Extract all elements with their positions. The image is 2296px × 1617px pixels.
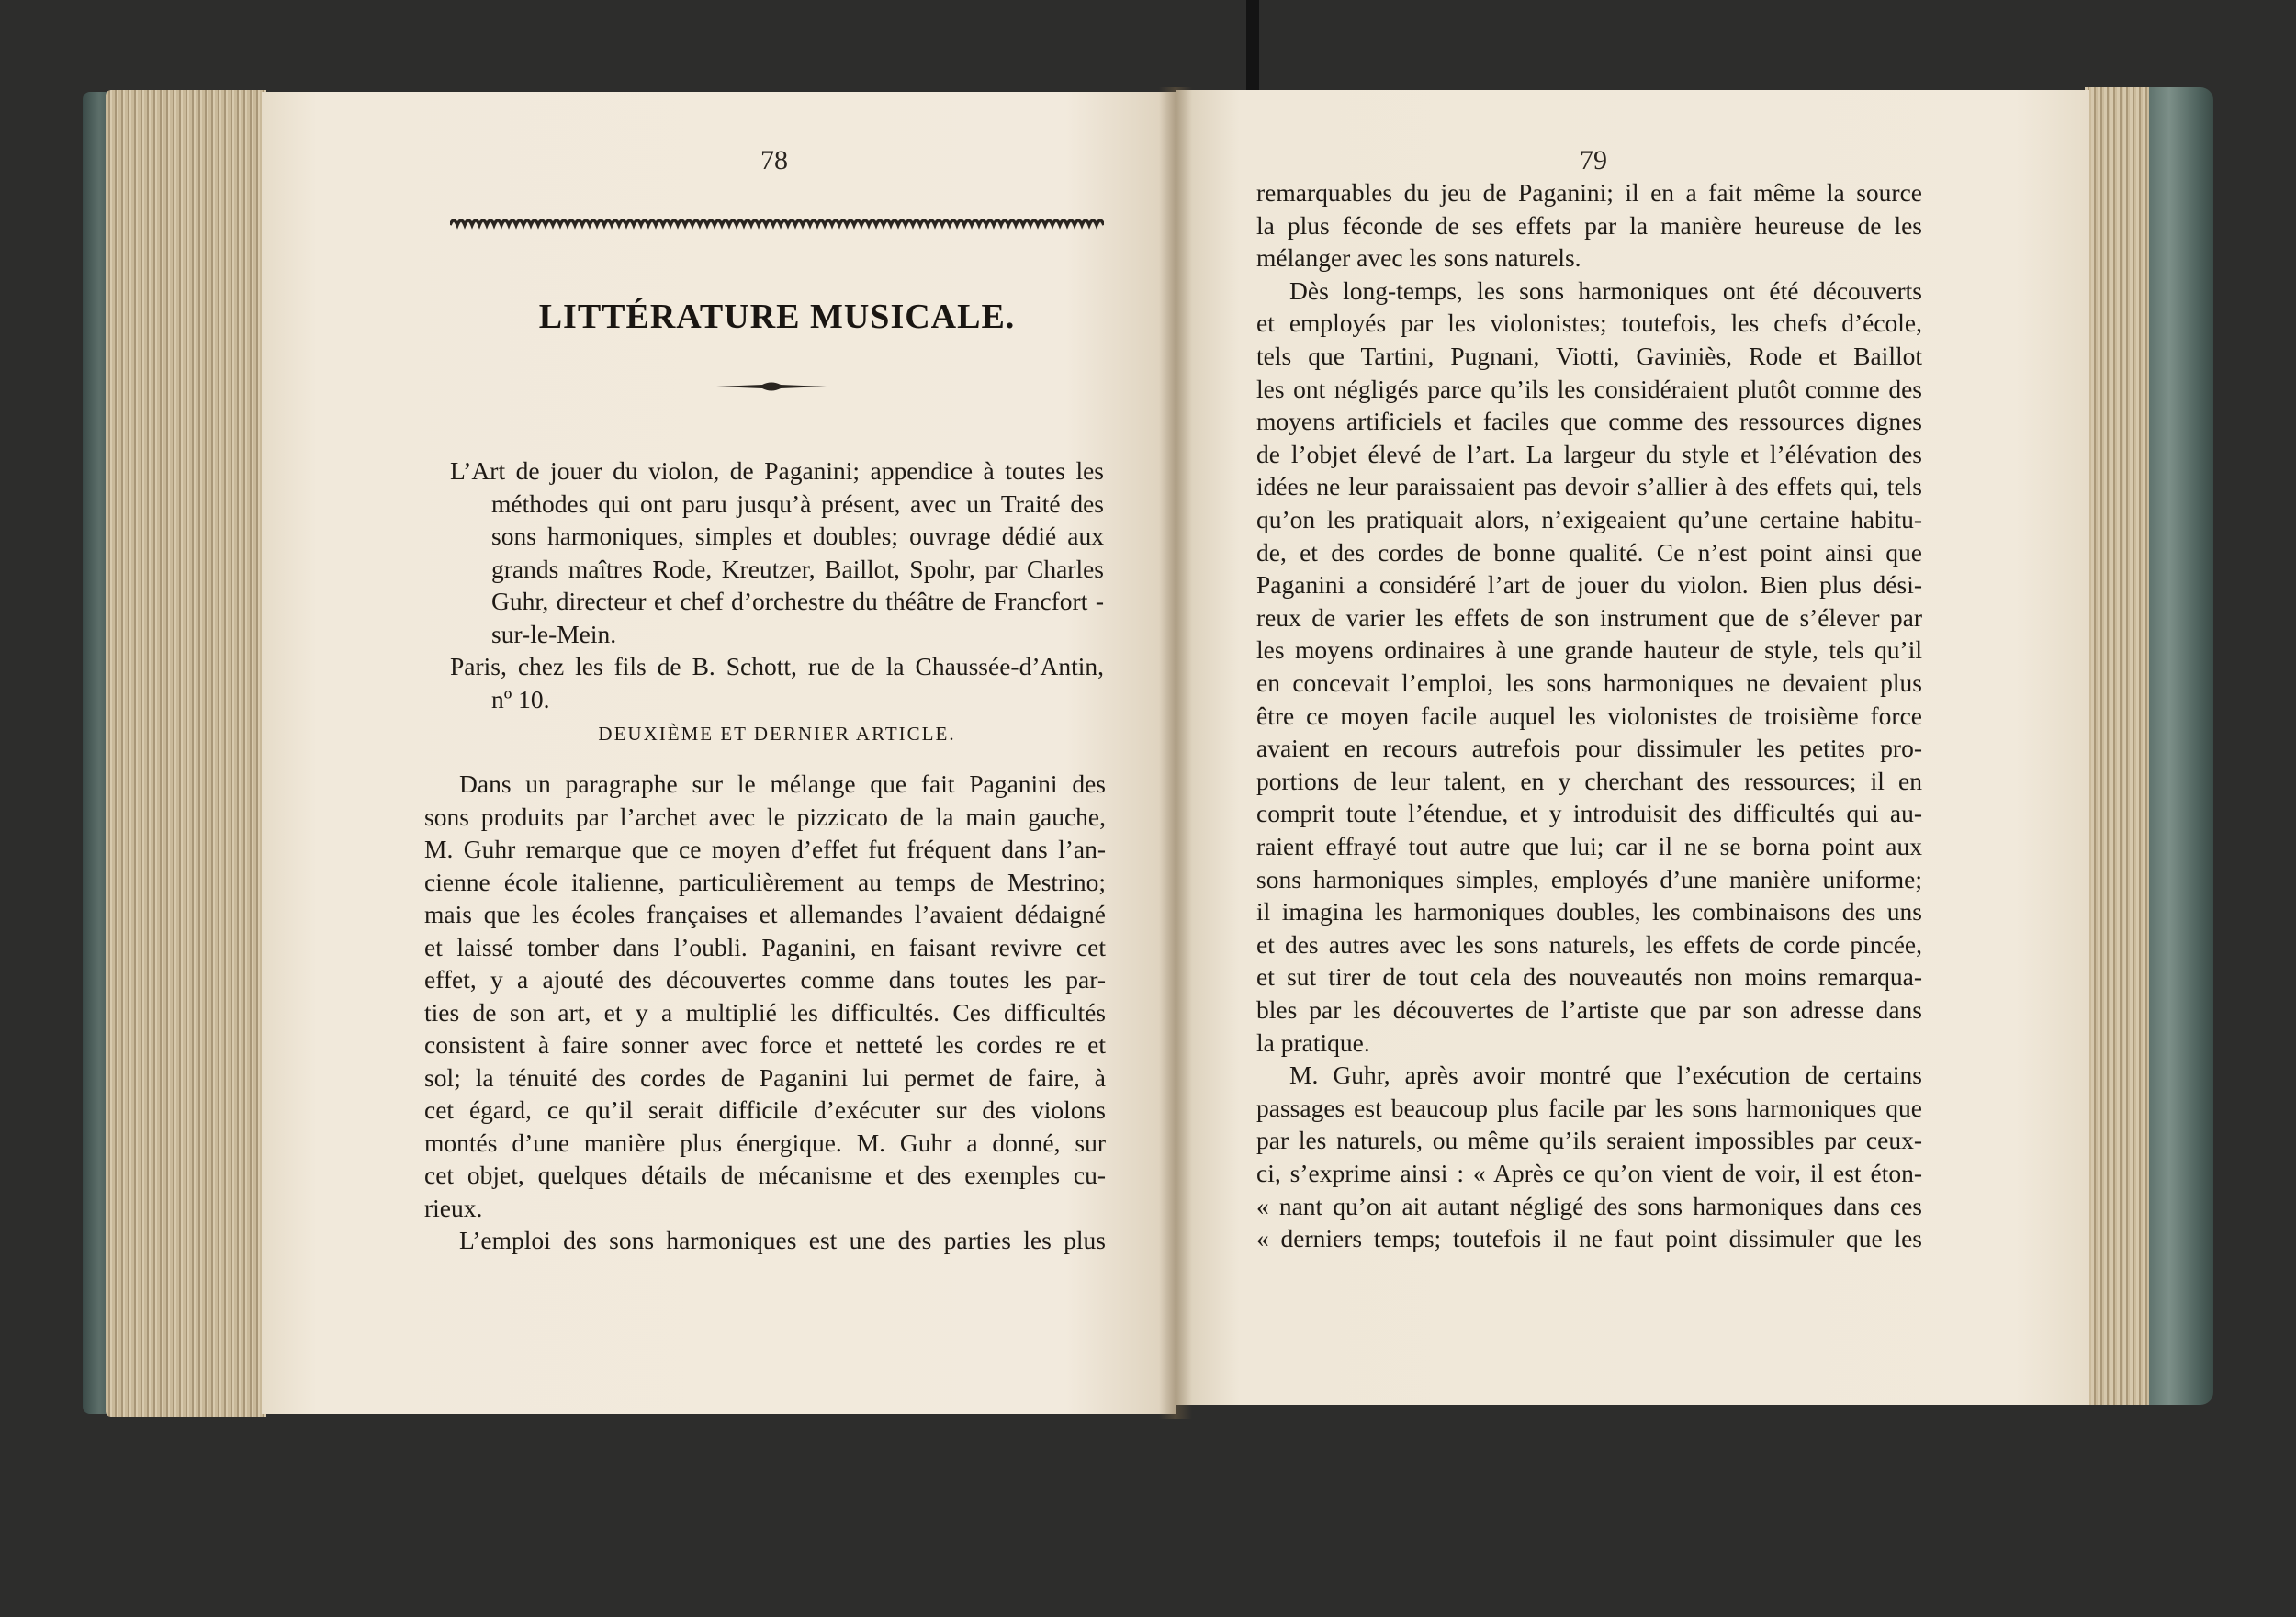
right-body-line: portions de leur talent, en y cherchant des ressources; il en (1256, 766, 1922, 795)
right-body-line: la pratique. (1256, 1027, 1370, 1057)
left-body-line: sol; la ténuité des cordes de Paganini lui permet de faire, à (424, 1062, 1106, 1092)
left-body-line: cet objet, quelques détails de mécanisme et des exemples cu- (424, 1161, 1106, 1189)
right-body-line: tels que Tartini, Pugnani, Viotti, Gaviniès, Rode et Baillot (1256, 342, 1922, 370)
page-title: LITTÉRATURE MUSICALE. (538, 298, 1016, 336)
left-body-line: sons produits par l’archet avec le pizzicato de la main gauche, (424, 802, 1106, 831)
right-body-line: remarquables du jeu de Paganini; il en a fait même la source (1256, 178, 1922, 207)
right-body-line: idées ne leur paraissaient pas devoir s’allier à des effets qui, tels (1256, 472, 1922, 501)
right-body-line: la plus féconde de ses effets par la manière heureuse de les (1256, 210, 1922, 240)
right-body-line: en concevait l’emploi, les sons harmoniques ne devaient plus (1256, 668, 1922, 697)
right-body-line: Dès long-temps, les sons harmoniques ont été découverts (1289, 275, 1922, 305)
right-body-line: avaient en recours autrefois pour dissimuler les petites pro- (1256, 734, 1922, 763)
citation-line: grands maîtres Rode, Kreutzer, Baillot, Spohr, par Charles (491, 554, 1104, 583)
left-body-line: M. Guhr remarque que ce moyen d’effet fut fréquent dans l’an- (424, 835, 1106, 863)
right-body-line: ci, s’exprime ainsi : « Après ce qu’on vient de voir, il est éton- (1256, 1159, 1922, 1187)
right-body-line: les ont négligés parce qu’ils les considéraient plutôt comme des (1256, 374, 1922, 403)
right-body-line: moyens artificiels et faciles que comme des ressources dignes (1256, 407, 1922, 436)
page-edges-right (2085, 87, 2149, 1405)
right-body-line: mélanger avec les sons naturels. (1256, 243, 1581, 273)
right-body-line: et sut tirer de tout cela des nouveautés non moins remarqua- (1256, 962, 1922, 992)
left-body-line: consistent à faire sonner avec force et netteté les cordes re et (424, 1030, 1106, 1059)
left-body-line: rieux. (424, 1193, 483, 1222)
right-body-line: « nant qu’on ait autant négligé des sons harmoniques dans ces (1256, 1191, 1922, 1220)
left-body-line: effet, y a ajouté des découvertes comme dans toutes les par- (424, 965, 1106, 994)
right-body-line: par les naturels, ou même qu’ils seraient impossibles par ceux- (1256, 1126, 1922, 1155)
right-body-line: « derniers temps; toutefois il ne faut point dissimuler que les (1256, 1224, 1922, 1253)
right-body-line: de l’objet élevé de l’art. La largeur du style et l’élévation des (1256, 439, 1922, 468)
left-body-line: mais que les écoles françaises et allemandes l’avaient dédaigné (424, 900, 1106, 928)
page-edges-left (106, 90, 266, 1417)
right-body-line: Paganini a considéré l’art de jouer du violon. Bien plus dési- (1256, 570, 1922, 600)
citation-line: L’Art de jouer du violon, de Paganini; appendice à toutes les (450, 456, 1104, 485)
right-body-line: il imagina les harmoniques doubles, les combinaisons des uns (1256, 897, 1922, 926)
left-body-line: ties de son art, et y a multiplié les difficultés. Ces difficultés (424, 997, 1106, 1027)
left-page-number: 78 (760, 145, 788, 175)
left-body-line: Dans un paragraphe sur le mélange que fait Paganini des (459, 769, 1106, 798)
right-body-line: bles par les découvertes de l’artiste que par son adresse dans (1256, 995, 1922, 1024)
right-body-line: M. Guhr, après avoir montré que l’exécution de certains (1289, 1061, 1922, 1090)
citation-line: nº 10. (491, 684, 550, 713)
right-page-number: 79 (1580, 145, 1607, 175)
right-body-line: être ce moyen facile auquel les violonistes de troisième force (1256, 701, 1922, 730)
book-cover-right (2140, 87, 2213, 1405)
right-body-line: comprit toute l’étendue, et y introduisit des difficultés qui au- (1256, 799, 1922, 828)
citation-line: méthodes qui ont paru jusqu’à présent, avec un Traité des (491, 488, 1104, 518)
citation-line: Paris, chez les fils de B. Schott, rue de la Chaussée-d’Antin, (450, 652, 1104, 680)
right-body-line: sons harmoniques simples, employés d’une manière uniforme; (1256, 864, 1922, 893)
right-body-line: les moyens ordinaires à une grande hauteur de style, tels qu’il (1256, 635, 1922, 665)
citation-line: sur-le-Mein. (491, 619, 617, 648)
citation-line: Guhr, directeur et chef d’orchestre du théâtre de Francfort - (491, 587, 1104, 615)
left-body-line: cienne école italienne, particulièrement au temps de Mestrino; (424, 867, 1106, 896)
right-body-line: raient effrayé tout autre que lui; car il ne se borna point aux (1256, 832, 1922, 860)
right-body-line: passages est beaucoup plus facile par les sons harmoniques que (1256, 1093, 1922, 1122)
ornament-divider (716, 380, 827, 393)
left-body-line: cet égard, ce qu’il serait difficile d’exécuter sur des violons (424, 1095, 1106, 1124)
left-body-line: montés d’une manière plus énergique. M. Guhr a donné, sur (424, 1128, 1106, 1157)
right-body-line: qu’on les pratiquait alors, n’exigeaient qu’une certaine habitu- (1256, 505, 1922, 533)
left-body-line: L’emploi des sons harmoniques est une des parties les plus (459, 1226, 1106, 1254)
citation-line: sons harmoniques, simples et doubles; ouvrage dédié aux (491, 522, 1104, 550)
wavy-rule (450, 213, 1104, 237)
right-body-line: et employés par les violonistes; toutefois, les chefs d’école, (1256, 309, 1922, 338)
book-gutter (1159, 87, 1192, 1419)
right-body-line: et des autres avec les sons naturels, les effets de corde pincée, (1256, 929, 1922, 959)
section-heading: DEUXIÈME ET DERNIER ARTICLE. (598, 723, 956, 745)
right-body-line: de, et des cordes de bonne qualité. Ce n’est point ainsi que (1256, 537, 1922, 567)
right-body-line: reux de varier les effets de son instrument que de s’élever par (1256, 602, 1922, 632)
left-body-line: et laissé tomber dans l’oubli. Paganini, en faisant revivre cet (424, 932, 1106, 961)
